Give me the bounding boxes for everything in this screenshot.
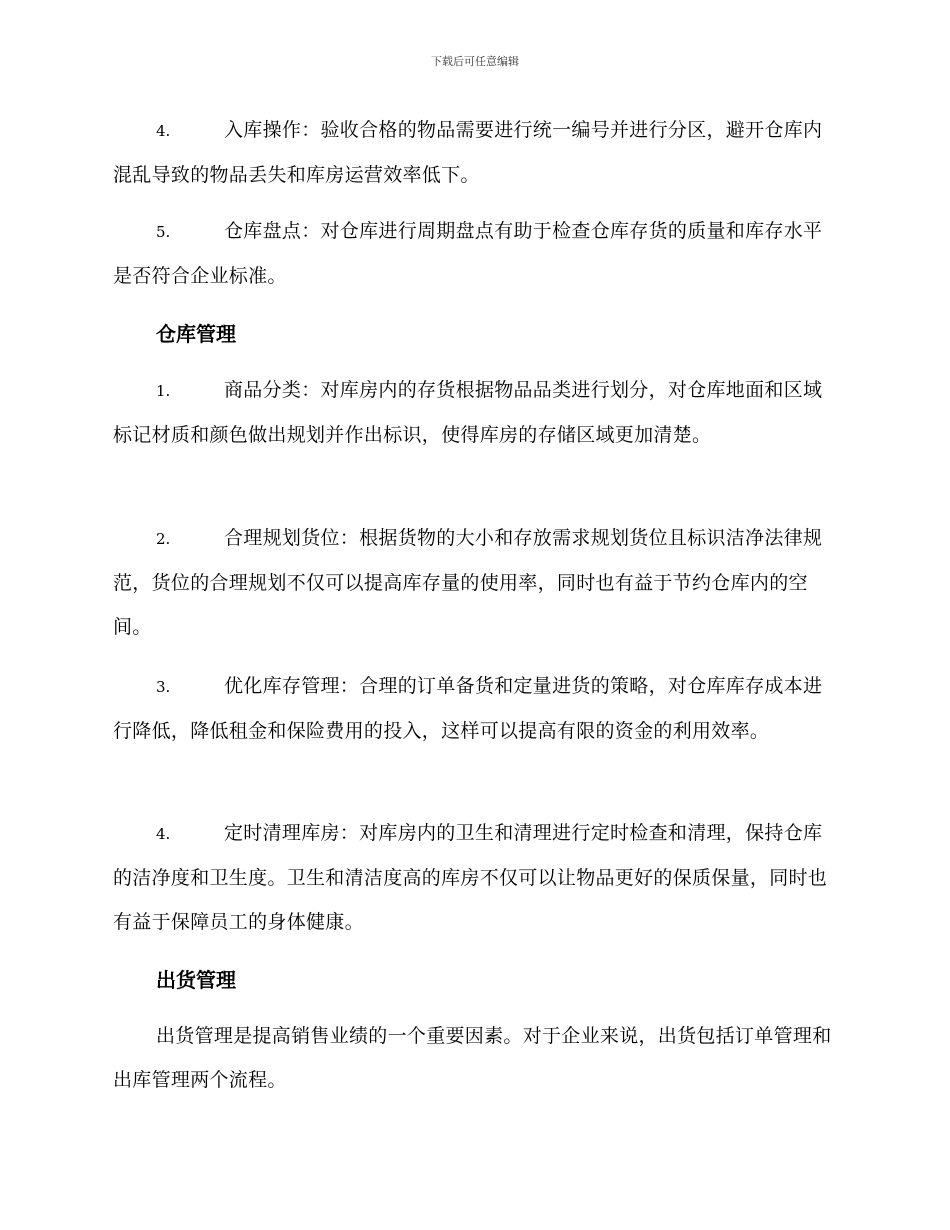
list-item [113,108,833,197]
list-item [113,516,833,649]
list-text: 优化库存管理：合理的订单备货和定量进货的策略，对仓库库存成本进行降低，降低租金和保险费用的投入，这样可以提高有限的资金的利用效率。 [113,675,823,742]
list-text: 入库操作：验收合格的物品需要进行统一编号并进行分区，避开仓库内混乱导致的物品丢失和库房运营效率低下。 [113,119,823,186]
list-number: 5. [156,223,171,241]
list-item [113,368,833,457]
list-text: 仓库盘点：对仓库进行周期盘点有助于检查仓库存货的质量和库存水平是否符合企业标准。 [113,220,823,287]
list-item [113,811,833,944]
paragraph [113,1014,833,1102]
list-text: 定时清理库房：对库房内的卫生和清理进行定时检查和清理，保持仓库的洁净度和卫生度。卫生和清洁度高的库房不仅可以让物品更好的保质保量，同时也有益于保障员工的身体健康。 [113,822,828,933]
list-text: 商品分类：对库房内的存货根据物品品类进行划分，对仓库地面和区域标记材质和颜色做出规划并作出标识，使得库房的存储区域更加清楚。 [113,379,823,446]
list-number: 4. [156,825,171,843]
list-text: 合理规划货位：根据货物的大小和存放需求规划货位且标识洁净法律规范，货位的合理规划不仅可以提高库存量的使用率，同时也有益于节约仓库内的空间。 [113,527,823,638]
list-number: 2. [156,530,171,548]
section-heading-shipping: 出货管理 [156,968,236,992]
list-item [113,209,833,298]
list-number: 3. [156,678,171,696]
list-number: 4. [156,122,171,140]
page-header: 下载后可任意编辑 [431,55,519,68]
list-item [113,664,833,753]
paragraph-text: 出货管理是提高销售业绩的一个重要因素。对于企业来说，出货包括订单管理和出库管理两个流程。 [113,1025,832,1091]
section-heading-warehouse: 仓库管理 [156,322,236,346]
list-number: 1. [156,382,171,400]
